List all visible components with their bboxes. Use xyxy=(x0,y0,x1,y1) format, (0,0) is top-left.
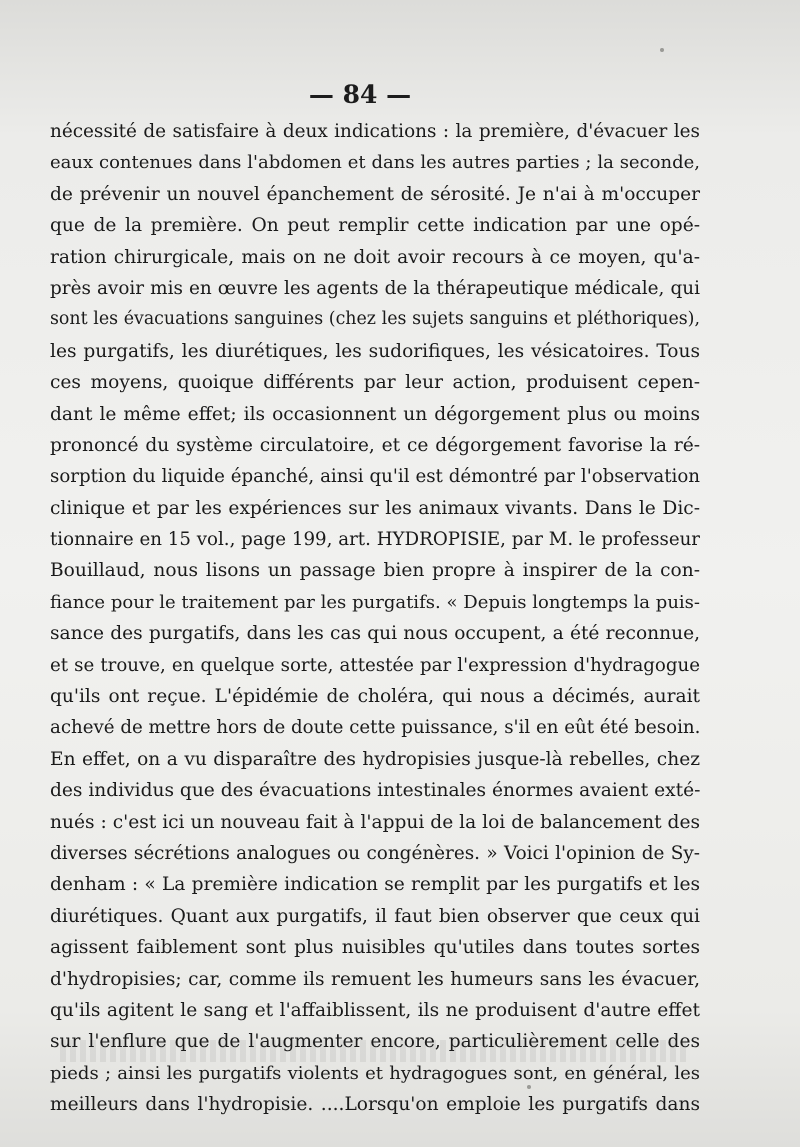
show-through-text xyxy=(60,1040,690,1062)
text-line: qu'ils ont reçue. L'épidémie de choléra, qui nous a décimés, aurait xyxy=(50,686,700,708)
text-line: prononcé du système circulatoire, et ce dégorgement favorise la ré- xyxy=(50,434,700,456)
text-line: sont les évacuations sanguines (chez les sujets sanguins et pléthoriques), xyxy=(50,309,700,330)
text-line: fiance pour le traitement par les purgatifs. « Depuis longtemps la puis- xyxy=(50,591,700,613)
text-line: diverses sécrétions analogues ou congénères. » Voici l'opinion de Sy- xyxy=(50,842,700,864)
text-line: En effet, on a vu disparaître des hydropisies jusque-là rebelles, chez xyxy=(50,748,700,770)
text-line: sorption du liquide épanché, ainsi qu'il est démontré par l'observation xyxy=(50,466,700,488)
page-number: — 84 — xyxy=(308,80,412,109)
paper-speck xyxy=(527,1085,531,1089)
body-text xyxy=(50,116,700,1121)
text-line: denham : « La première indication se remplit par les purgatifs et les xyxy=(50,874,700,896)
text-line: nués : c'est ici un nouveau fait à l'appui de la loi de balancement des xyxy=(50,811,700,833)
paper-speck xyxy=(660,48,664,52)
text-line: tionnaire en 15 vol., page 199, art. HYDROPISIE, par M. le professeur xyxy=(50,529,700,551)
text-line: sur l'enflure que de l'augmenter encore, particulièrement celle des xyxy=(50,1031,700,1053)
text-line: eaux contenues dans l'abdomen et dans les autres parties ; la seconde, xyxy=(50,152,700,174)
text-line: d'hydropisies; car, comme ils remuent les humeurs sans les évacuer, xyxy=(50,968,700,990)
text-line: qu'ils agitent le sang et l'affaiblissent, ils ne produisent d'autre effet xyxy=(50,999,700,1021)
text-line: ces moyens, quoique différents par leur action, produisent cepen- xyxy=(50,372,700,394)
text-line: dant le même effet; ils occasionnent un dégorgement plus ou moins xyxy=(50,403,700,425)
text-line: des individus que des évacuations intestinales énormes avaient exté- xyxy=(50,780,701,802)
text-line: sance des purgatifs, dans les cas qui nous occupent, a été reconnue, xyxy=(50,623,700,645)
text-line: ration chirurgicale, mais on ne doit avoir recours à ce moyen, qu'a- xyxy=(50,246,700,268)
text-line: Bouillaud, nous lisons un passage bien propre à inspirer de la con- xyxy=(50,560,700,582)
text-line: diurétiques. Quant aux purgatifs, il faut bien observer que ceux qui xyxy=(50,905,700,927)
text-line: nécessité de satisfaire à deux indications : la première, d'évacuer les xyxy=(50,121,700,142)
text-line: de prévenir un nouvel épanchement de sérosité. Je n'ai à m'occuper xyxy=(50,183,700,205)
text-line: agissent faiblement sont plus nuisibles qu'utiles dans toutes sortes xyxy=(50,937,700,959)
text-line: et se trouve, en quelque sorte, attestée par l'expression d'hydragogue xyxy=(50,654,700,676)
text-line: meilleurs dans l'hydropisie. ....Lorsqu'on emploie les purgatifs dans xyxy=(50,1094,700,1116)
text-line: les purgatifs, les diurétiques, les sudorifiques, les vésicatoires. Tous xyxy=(50,340,700,362)
text-line: près avoir mis en œuvre les agents de la thérapeutique médicale, qui xyxy=(50,277,700,299)
text-line: pieds ; ainsi les purgatifs violents et hydragogues sont, en général, les xyxy=(50,1062,700,1084)
text-line: achevé de mettre hors de doute cette puissance, s'il en eût été besoin. xyxy=(50,717,701,739)
text-line: clinique et par les expériences sur les animaux vivants. Dans le Dic- xyxy=(50,497,700,519)
text-line: que de la première. On peut remplir cette indication par une opé- xyxy=(50,215,700,237)
